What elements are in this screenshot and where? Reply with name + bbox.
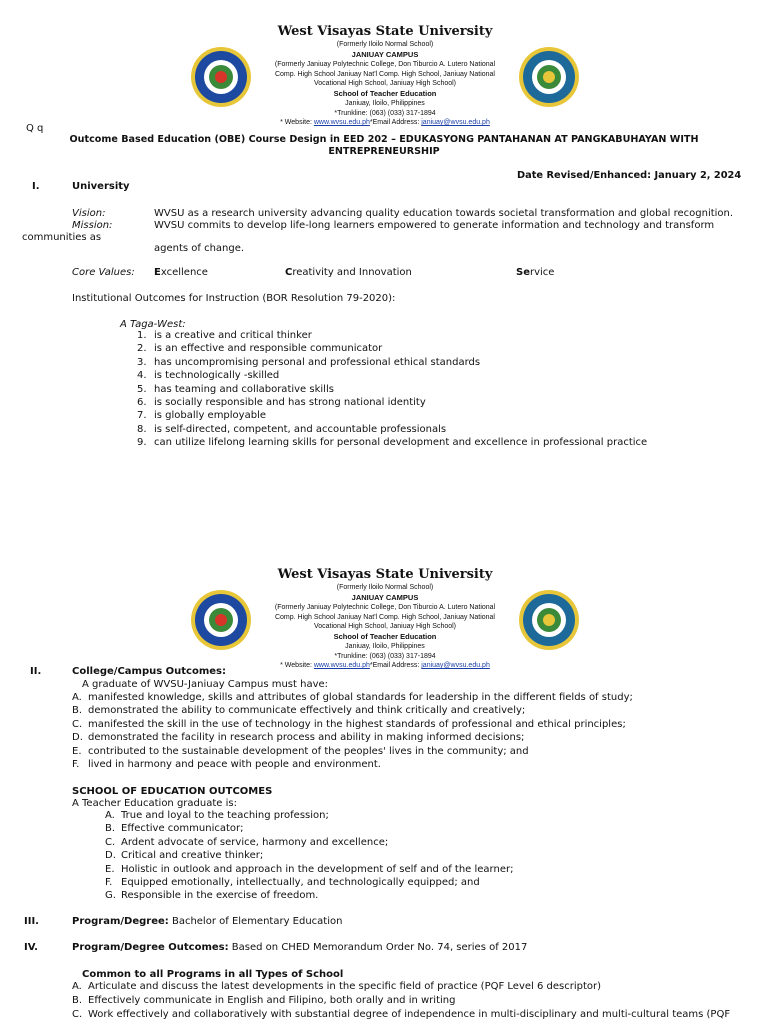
address-line: Janiuay, Iloilo, Philippines — [345, 100, 425, 107]
mission-text: WVSU commits to develop life-long learners empowered to generate information and technology and transform — [154, 220, 715, 231]
list-item — [0, 758, 768, 771]
core-value-service: Service — [516, 267, 555, 278]
list-item — [0, 1008, 768, 1022]
list-item — [0, 691, 768, 704]
list-item-marker: 2. — [137, 343, 147, 355]
page-marker: Q q — [26, 123, 44, 134]
soe-outcomes-list — [0, 809, 768, 903]
list-item — [0, 822, 768, 835]
list-item — [0, 836, 768, 849]
list-item-marker: 3. — [137, 356, 147, 368]
university-seal-icon — [190, 589, 252, 651]
list-item-text: has teaming and collaborative skills — [154, 383, 334, 395]
list-item-marker: E. — [105, 863, 115, 875]
contact-line: * Website: www.wvsu.edu.ph*Email Address: janiuay@wvsu.edu.ph — [280, 662, 490, 669]
list-item-marker: 5. — [137, 383, 147, 395]
email-link[interactable]: janiuay@wvsu.edu.ph — [421, 119, 490, 126]
email-link[interactable]: janiuay@wvsu.edu.ph — [421, 662, 490, 669]
list-item-marker: 7. — [137, 410, 147, 422]
letterhead-details — [270, 583, 500, 671]
list-item-text: Effective communicator; — [121, 823, 244, 835]
core-value-creativity: Creativity and Innovation — [285, 267, 412, 278]
list-item — [0, 809, 768, 822]
list-item-marker: D. — [105, 850, 116, 862]
list-item-marker: B. — [72, 995, 83, 1006]
list-item-marker: 1. — [137, 330, 147, 341]
school-name: School of Teacher Education — [333, 88, 437, 98]
list-item-text: is globally employable — [154, 410, 267, 422]
section-numeral: I. — [32, 181, 40, 192]
list-item — [0, 849, 768, 862]
list-item — [0, 396, 768, 409]
section-numeral: III. — [24, 916, 39, 927]
list-item-text: Effectively communicate in English and Filipino, both orally and in writing — [88, 995, 456, 1006]
list-item — [0, 383, 768, 396]
trunkline-line: *Trunkline: (063) (033) 317-1894 — [334, 652, 436, 660]
institutional-outcomes-list — [0, 329, 768, 450]
list-item-text: Articulate and discuss the latest developments in the specific field of practice (PQF Level 6 descriptor) — [88, 981, 602, 992]
list-item-marker: 9. — [137, 437, 147, 449]
list-item — [0, 356, 768, 369]
vision-text: WVSU as a research university advancing quality education towards societal transformation and global recognition. — [154, 208, 734, 219]
formerly-line: (Formerly Iloilo Normal School) — [336, 584, 434, 591]
list-item-marker: A. — [72, 692, 82, 703]
vision-label: Vision: — [72, 208, 106, 219]
date-revised: Date Revised/Enhanced: January 2, 2024 — [517, 170, 742, 181]
list-item-text: is technologically -skilled — [154, 370, 280, 382]
campus-seal-icon — [518, 46, 580, 108]
campus-outcomes-intro: A graduate of WVSU-Janiuay Campus must have: — [82, 679, 329, 690]
list-item — [0, 409, 768, 422]
list-item-text: is a creative and critical thinker — [154, 330, 312, 341]
campus-name: JANIUAY CAMPUS — [351, 49, 419, 59]
history-line: Vocational High School, Janiuay High School) — [313, 80, 457, 87]
history-line: Comp. High School Janiuay Nat'l Comp. High School, Janiuay National — [274, 70, 495, 78]
campus-name: JANIUAY CAMPUS — [351, 592, 419, 602]
letterhead-details — [270, 40, 500, 128]
history-line: Vocational High School, Janiuay High School) — [313, 623, 457, 630]
list-item-text: Responsible in the exercise of freedom. — [121, 890, 319, 902]
list-item-text: is socially responsible and has strong national identity — [154, 396, 426, 408]
institutional-outcomes-intro: Institutional Outcomes for Instruction (BOR Resolution 79-2020): — [72, 293, 396, 304]
history-line: (Formerly Janiuay Polytechnic College, Don Tiburcio A. Lutero National — [274, 61, 496, 68]
list-item — [0, 863, 768, 876]
list-item-marker: 6. — [137, 396, 147, 408]
list-item — [0, 704, 768, 717]
section-heading: University — [72, 181, 130, 192]
list-item-marker: B. — [72, 705, 83, 717]
list-item-text: manifested knowledge, skills and attributes of global standards for leadership in the different fields of study; — [88, 692, 633, 703]
list-item-text: lived in harmony and peace with people and environment. — [88, 758, 381, 770]
contact-line: * Website: www.wvsu.edu.ph*Email Address: janiuay@wvsu.edu.ph — [280, 119, 490, 126]
formerly-line: (Formerly Iloilo Normal School) — [336, 41, 434, 48]
list-item — [0, 329, 768, 342]
common-outcomes-list — [0, 980, 768, 1022]
document-title: Outcome Based Education (OBE) Course Design in EED 202 – EDUKASYONG PANTAHANAN AT PANGKABUHAYAN WITH ENTREPRENEURSHIP — [69, 134, 699, 157]
list-item — [0, 718, 768, 731]
list-item-text: Work effectively and collaboratively with substantial degree of independence in multi-disciplinary and multi-cultural teams (PQF — [88, 1009, 731, 1020]
list-item-marker: 4. — [137, 370, 147, 382]
list-item — [0, 369, 768, 382]
list-item-text: contributed to the sustainable development of the peoples' lives in the community; and — [88, 745, 529, 757]
list-item-text: is an effective and responsible communicator — [154, 343, 383, 355]
trunkline-line: *Trunkline: (063) (033) 317-1894 — [334, 109, 436, 117]
list-item-text: has uncompromising personal and professional ethical standards — [154, 356, 481, 368]
list-item-marker: F. — [105, 876, 113, 888]
list-item-text: Critical and creative thinker; — [121, 850, 264, 862]
website-link[interactable]: www.wvsu.edu.ph — [313, 119, 370, 126]
list-item — [0, 889, 768, 902]
list-item-text: Holistic in outlook and approach in the development of self and of the learner; — [121, 863, 514, 875]
university-name: West Visayas State University — [277, 24, 493, 39]
list-item — [0, 342, 768, 355]
common-programs-heading: Common to all Programs in all Types of School — [82, 969, 344, 980]
section-numeral: IV. — [24, 942, 38, 953]
list-item-text: True and loyal to the teaching profession; — [121, 810, 329, 821]
mission-label: Mission: — [72, 220, 113, 231]
campus-outcomes-list — [0, 691, 768, 771]
school-name: School of Teacher Education — [333, 631, 437, 641]
mission-end: agents of change. — [154, 243, 245, 254]
core-value-excellence: Excellence — [154, 267, 208, 278]
taga-west-label: A Taga-West: — [120, 319, 186, 330]
list-item-marker: C. — [72, 718, 83, 730]
list-item-marker: F. — [72, 758, 80, 770]
soe-intro: A Teacher Education graduate is: — [72, 798, 237, 809]
section-numeral: II. — [30, 666, 42, 677]
program-degree: Program/Degree: Bachelor of Elementary Education — [72, 916, 343, 927]
list-item-marker: B. — [105, 823, 116, 835]
soe-heading: SCHOOL OF EDUCATION OUTCOMES — [72, 786, 273, 797]
mission-wrap: communities as — [22, 232, 102, 243]
list-item-marker: A. — [72, 981, 82, 992]
list-item-text: manifested the skill in the use of technology in the highest standards of professional and ethical principles; — [88, 718, 626, 730]
list-item — [0, 423, 768, 436]
list-item-marker: E. — [72, 745, 82, 757]
core-values-label: Core Values: — [72, 267, 135, 278]
list-item — [0, 436, 768, 449]
university-seal-icon — [190, 46, 252, 108]
list-item-text: Ardent advocate of service, harmony and excellence; — [121, 836, 389, 848]
list-item — [0, 876, 768, 889]
list-item-text: is self-directed, competent, and accountable professionals — [154, 423, 447, 435]
list-item-text: Equipped emotionally, intellectually, and technologically equipped; and — [121, 876, 480, 888]
history-line: Comp. High School Janiuay Nat'l Comp. High School, Janiuay National — [274, 613, 495, 621]
list-item-marker: A. — [105, 810, 115, 821]
website-link[interactable]: www.wvsu.edu.ph — [313, 662, 370, 669]
section-heading: College/Campus Outcomes: — [72, 666, 227, 677]
list-item — [0, 994, 768, 1008]
letterhead — [190, 24, 580, 130]
list-item-text: can utilize lifelong learning skills for personal development and excellence in professional practice — [154, 437, 648, 449]
list-item-marker: D. — [72, 732, 83, 744]
list-item — [0, 745, 768, 758]
list-item-text: demonstrated the facility in research process and ability in making informed decisions; — [88, 732, 525, 744]
letterhead — [190, 567, 580, 673]
list-item — [0, 980, 768, 994]
list-item-marker: C. — [105, 836, 116, 848]
list-item-marker: C. — [72, 1009, 83, 1020]
campus-seal-icon — [518, 589, 580, 651]
address-line: Janiuay, Iloilo, Philippines — [345, 643, 425, 650]
history-line: (Formerly Janiuay Polytechnic College, Don Tiburcio A. Lutero National — [274, 604, 496, 611]
list-item-marker: 8. — [137, 423, 147, 435]
list-item-text: demonstrated the ability to communicate effectively and think critically and creatively; — [88, 705, 526, 717]
list-item-marker: G. — [105, 890, 116, 902]
list-item — [0, 731, 768, 744]
university-name: West Visayas State University — [277, 567, 493, 582]
program-outcomes-basis: Program/Degree Outcomes: Based on CHED Memorandum Order No. 74, series of 2017 — [72, 942, 528, 953]
